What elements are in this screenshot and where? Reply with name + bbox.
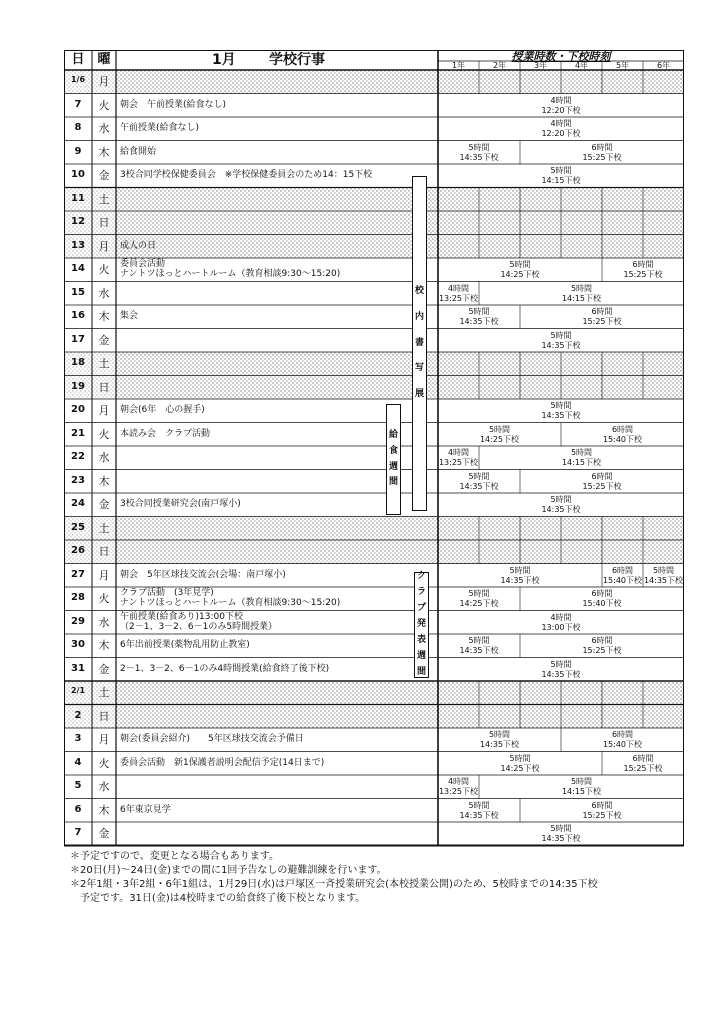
event-text: （2－1、3－2、6－1のみ5時間授業） xyxy=(120,621,278,632)
day-cell: 23 xyxy=(71,474,85,486)
dismissal-time: 15:40下校 xyxy=(602,740,643,749)
event-text: 朝会(6年 心の握手) xyxy=(120,405,205,415)
dismissal-time: 15:40下校 xyxy=(602,575,643,585)
weekday-cell: 火 xyxy=(98,592,110,605)
dismissal-time: 14:35下校 xyxy=(541,669,581,679)
dismissal-time: 14:35下校 xyxy=(500,575,540,585)
weekday-cell: 木 xyxy=(98,145,110,159)
day-cell: 25 xyxy=(71,521,85,533)
weekday-cell: 木 xyxy=(98,474,110,488)
day-cell: 28 xyxy=(71,592,85,603)
day-cell: 17 xyxy=(71,333,85,345)
hours-label: 5時間 xyxy=(468,471,490,481)
grade-header: 1年 xyxy=(451,61,466,70)
dismissal-time: 15:25下校 xyxy=(582,317,622,326)
event-text: 3校合同学校保健委員会 ※学校保健委員会のため14：15下校 xyxy=(120,170,373,180)
dismissal-time: 15:25下校 xyxy=(582,646,622,655)
dismissal-time: 14:35下校 xyxy=(459,152,499,162)
note-line: ＊2年1組・3年2組・6年1組は、1月29日(水)は戸塚区一斉授業研究会(本校授業公開)のため、5校時までの14:35下校 xyxy=(70,879,598,890)
hours-label: 4時間 xyxy=(550,612,572,622)
hours-label: 4時間 xyxy=(550,95,572,105)
hours-label: 6時間 xyxy=(611,424,634,434)
dismissal-time: 13:25下校 xyxy=(438,293,479,303)
day-cell: 14 xyxy=(71,263,85,274)
grade-header: 4年 xyxy=(574,61,589,70)
dismissal-time: 14:35下校 xyxy=(459,317,499,326)
day-cell: 20 xyxy=(71,404,85,415)
hours-label: 4時間 xyxy=(550,119,572,128)
day-cell: 1/6 xyxy=(70,75,86,84)
weekday-cell: 土 xyxy=(98,521,110,535)
dismissal-time: 14:35下校 xyxy=(541,340,581,350)
weekday-cell: 水 xyxy=(98,451,110,464)
holiday-shade xyxy=(116,376,684,400)
day-cell: 22 xyxy=(71,451,85,462)
notes xyxy=(70,850,710,906)
hours-label: 6時間 xyxy=(632,260,654,269)
dismissal-time: 14:15下校 xyxy=(561,787,602,796)
event-text: 6年出前授業(薬物乱用防止教室) xyxy=(120,640,250,650)
header-weekday: 曜 xyxy=(97,52,111,67)
vertical-label-char: 間 xyxy=(416,666,426,677)
event-text: 朝会(委員会紹介) 5年区球技交流会予備日 xyxy=(120,734,304,744)
weekday-cell: 日 xyxy=(98,709,110,723)
hours-label: 5時間 xyxy=(550,659,572,669)
dismissal-time: 14:25下校 xyxy=(500,763,540,773)
weekday-cell: 土 xyxy=(98,357,110,370)
event-text: 給食開始 xyxy=(120,146,157,157)
event-text: 委員会活動 新1保護者説明会配信予定(14日まで) xyxy=(120,757,325,768)
day-cell: 31 xyxy=(71,662,85,674)
hours-label: 5時間 xyxy=(468,636,490,645)
day-cell: 29 xyxy=(71,615,85,627)
vertical-label-char: 表 xyxy=(416,634,426,645)
vertical-label-char: 写 xyxy=(414,363,424,374)
grade-header: 5年 xyxy=(615,61,630,70)
hours-label: 5時間 xyxy=(488,730,511,739)
vertical-label-char: ク xyxy=(416,571,426,582)
day-cell: 13 xyxy=(71,239,85,251)
weekday-cell: 木 xyxy=(98,310,110,323)
weekday-cell: 火 xyxy=(98,263,110,276)
grade-header: 2年 xyxy=(492,61,507,70)
hours-label: 6時間 xyxy=(632,753,654,763)
dismissal-time: 15:40下校 xyxy=(582,599,622,608)
dismissal-time: 14:35下校 xyxy=(541,411,581,420)
weekday-cell: 土 xyxy=(98,686,110,699)
holiday-shade xyxy=(116,540,684,564)
weekday-cell: 火 xyxy=(98,427,110,441)
weekday-cell: 月 xyxy=(98,568,110,582)
weekday-cell: 金 xyxy=(98,662,110,676)
day-cell: 30 xyxy=(71,639,85,650)
weekday-cell: 日 xyxy=(98,380,110,394)
weekday-cell: 木 xyxy=(98,803,110,817)
grade-header: 3年 xyxy=(533,61,548,70)
hours-label: 4時間 xyxy=(447,283,470,293)
event-text: 成人の日 xyxy=(120,240,157,251)
day-cell: 16 xyxy=(71,310,85,321)
dismissal-time: 15:40下校 xyxy=(602,434,643,444)
hours-label: 5時間 xyxy=(550,824,572,833)
vertical-label-char: 書 xyxy=(414,337,424,348)
hours-label: 5時間 xyxy=(570,283,593,293)
hours-label: 6時間 xyxy=(591,636,613,645)
hours-label: 4時間 xyxy=(447,777,470,786)
day-cell: 15 xyxy=(71,286,85,298)
dismissal-time: 12:20下校 xyxy=(541,129,581,138)
hours-label: 6時間 xyxy=(611,565,634,575)
weekday-cell: 木 xyxy=(98,639,110,652)
hours-label: 6時間 xyxy=(591,800,613,810)
weekday-cell: 水 xyxy=(98,122,110,135)
dismissal-time: 14:15下校 xyxy=(561,293,602,303)
day-cell: 11 xyxy=(71,192,85,204)
weekday-cell: 金 xyxy=(98,827,110,840)
event-text: 午前授業(給食なし) xyxy=(120,123,200,133)
day-cell: 8 xyxy=(74,122,82,133)
event-text: 午前授業(給食あり)13:00下校 xyxy=(120,611,243,622)
event-text: 朝会 5年区球技交流会(会場：南戸塚小) xyxy=(120,569,286,580)
holiday-shade xyxy=(116,70,684,94)
dismissal-time: 14:35下校 xyxy=(479,740,520,749)
vertical-label-char: 週 xyxy=(416,650,426,661)
vertical-label-char: 内 xyxy=(414,311,424,322)
dismissal-time: 15:25下校 xyxy=(582,152,622,162)
weekday-cell: 金 xyxy=(98,498,110,511)
dismissal-time: 15:25下校 xyxy=(623,763,663,773)
holiday-shade xyxy=(116,235,684,259)
weekday-cell: 月 xyxy=(98,733,110,746)
vertical-label-char: 校 xyxy=(414,285,424,296)
note-line: 予定です。31日(金)は4校時までの給食終了後下校となります。 xyxy=(70,893,366,904)
weekday-cell: 水 xyxy=(98,615,110,629)
vertical-label-char: ラ xyxy=(416,587,426,598)
hours-label: 6時間 xyxy=(611,730,634,739)
vertical-label-char: 間 xyxy=(388,477,398,488)
dismissal-time: 14:35下校 xyxy=(459,810,499,820)
hours-label: 5時間 xyxy=(468,800,490,810)
hours-label: 5時間 xyxy=(550,166,572,175)
dismissal-time: 14:25下校 xyxy=(479,434,520,444)
event-text: 本読み会 クラブ活動 xyxy=(120,428,211,439)
dismissal-time: 14:35下校 xyxy=(643,575,684,585)
event-text: 6年東京見学 xyxy=(120,804,171,815)
dismissal-time: 14:15下校 xyxy=(541,176,581,185)
hours-label: 5時間 xyxy=(570,777,593,786)
dismissal-time: 13:25下校 xyxy=(438,787,479,796)
dismissal-time: 14:35下校 xyxy=(541,834,581,843)
day-cell: 5 xyxy=(74,780,82,791)
page-title: 学校行事 xyxy=(269,52,325,68)
hours-label: 4時間 xyxy=(447,448,470,457)
dismissal-time: 14:35下校 xyxy=(459,481,499,491)
day-cell: 9 xyxy=(74,145,82,157)
vertical-label-char: 展 xyxy=(414,389,424,400)
weekday-cell: 水 xyxy=(98,780,110,793)
weekday-cell: 月 xyxy=(98,75,110,88)
holiday-shade xyxy=(116,517,684,541)
day-cell: 7 xyxy=(74,827,82,838)
event-text: 朝会 午前授業(給食なし) xyxy=(120,99,227,110)
day-cell: 2/1 xyxy=(70,686,86,695)
hours-label: 6時間 xyxy=(591,307,613,316)
event-text: 委員会活動 xyxy=(120,259,166,269)
hours-label: 6時間 xyxy=(591,142,613,152)
weekday-cell: 金 xyxy=(98,333,110,347)
hours-label: 5時間 xyxy=(652,565,675,575)
weekday-cell: 日 xyxy=(98,216,110,229)
hours-label: 5時間 xyxy=(468,142,490,152)
dismissal-time: 15:25下校 xyxy=(623,270,663,279)
holiday-shade xyxy=(116,211,684,235)
lunch-week-label xyxy=(386,404,401,515)
day-cell: 27 xyxy=(71,568,85,580)
day-cell: 6 xyxy=(74,803,82,815)
hours-label: 5時間 xyxy=(468,307,490,316)
dismissal-time: 12:20下校 xyxy=(541,105,581,115)
dismissal-time: 13:25下校 xyxy=(438,458,479,467)
day-cell: 19 xyxy=(71,380,85,392)
vertical-label-char: 発 xyxy=(416,619,426,630)
weekday-cell: 日 xyxy=(98,545,110,558)
hours-label: 5時間 xyxy=(509,565,531,575)
day-cell: 10 xyxy=(71,169,85,180)
header-day: 日 xyxy=(71,52,85,67)
weekday-cell: 月 xyxy=(98,404,110,417)
dismissal-time: 14:15下校 xyxy=(561,458,602,467)
day-cell: 12 xyxy=(71,216,85,227)
hours-label: 5時間 xyxy=(550,495,572,504)
day-cell: 4 xyxy=(74,756,82,768)
weekday-cell: 月 xyxy=(98,239,110,253)
weekday-cell: 火 xyxy=(98,98,110,112)
club-week-label xyxy=(414,572,429,678)
school-events-calendar xyxy=(64,50,684,848)
day-cell: 2 xyxy=(74,709,82,721)
hours-label: 5時間 xyxy=(488,424,511,434)
holiday-shade xyxy=(116,705,684,729)
event-text: 2－1、3－2、6－1のみ4時間授業(給食終了後下校) xyxy=(120,663,330,674)
note-line: ＊予定ですので、変更となる場合もあります。 xyxy=(70,851,279,862)
header-month: 1月 xyxy=(212,52,236,68)
dismissal-time: 14:35下校 xyxy=(541,505,581,514)
event-text: ナントツほっとハートルーム（教育相談9:30～15:20) xyxy=(120,598,341,608)
dismissal-time: 15:25下校 xyxy=(582,810,622,820)
hours-label: 5時間 xyxy=(550,330,572,340)
day-cell: 24 xyxy=(71,498,85,509)
weekday-cell: 水 xyxy=(98,286,110,300)
event-text: クラブ活動 (3年見学) xyxy=(120,588,214,598)
dismissal-time: 14:25下校 xyxy=(500,270,540,279)
vertical-label-char: ブ xyxy=(416,603,426,614)
grade-header: 6年 xyxy=(656,61,671,70)
dismissal-time: 14:25下校 xyxy=(459,599,499,608)
day-cell: 21 xyxy=(71,427,85,439)
holiday-shade xyxy=(116,188,684,212)
dismissal-time: 15:25下校 xyxy=(582,481,622,491)
event-text: 3校合同授業研究会(南戸塚小) xyxy=(120,499,241,509)
note-line: ＊20日(月)～24日(金)までの間に1回予告なしの避難訓練を行います。 xyxy=(70,865,387,876)
hours-label: 5時間 xyxy=(468,589,490,598)
hours-label: 5時間 xyxy=(570,448,593,457)
school-exhibit-label xyxy=(412,176,427,511)
weekday-cell: 土 xyxy=(98,192,110,206)
vertical-label-char: 週 xyxy=(388,461,398,472)
hours-label: 6時間 xyxy=(591,589,613,598)
hours-label: 6時間 xyxy=(591,471,613,481)
holiday-shade xyxy=(116,352,684,376)
day-cell: 26 xyxy=(71,545,85,556)
day-cell: 3 xyxy=(74,733,82,744)
hours-title: 授業時数・下校時刻 xyxy=(511,50,611,63)
holiday-shade xyxy=(116,681,684,705)
event-text: 集会 xyxy=(120,311,139,321)
vertical-label-char: 食 xyxy=(388,445,398,456)
vertical-label-char: 給 xyxy=(388,429,398,440)
dismissal-time: 13:00下校 xyxy=(541,622,581,632)
day-cell: 18 xyxy=(71,357,85,368)
weekday-cell: 金 xyxy=(98,169,110,182)
day-cell: 7 xyxy=(74,98,82,110)
hours-label: 5時間 xyxy=(509,753,531,763)
event-text: ナントツほっとハートルーム（教育相談9:30～15:20) xyxy=(120,269,341,279)
hours-label: 5時間 xyxy=(509,260,531,269)
dismissal-time: 14:35下校 xyxy=(459,646,499,655)
weekday-cell: 火 xyxy=(98,756,110,770)
hours-label: 5時間 xyxy=(550,401,572,410)
